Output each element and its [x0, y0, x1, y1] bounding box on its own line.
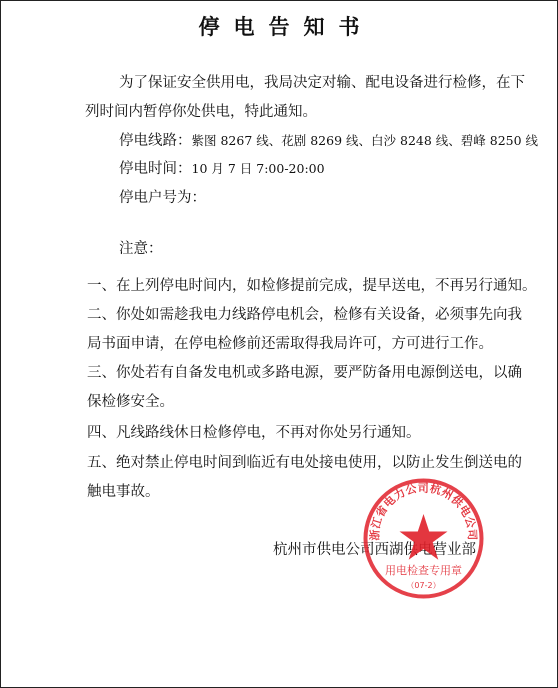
star-icon: [400, 514, 448, 560]
intro-line: 列时间内暂停你处供电，特此通知。: [85, 104, 317, 120]
outage-time-value: 10 月 7 日 7:00-20:00: [191, 161, 325, 176]
note-item-5: 五、绝对禁止停电时间到临近有电处接电使用，以防止发生倒送电的: [87, 455, 522, 471]
seal-outer-text: 浙江省电力公司杭州供电公司: [368, 481, 479, 541]
note-item-3: 三、你处若有自备发电机或多路电源，要严防备用电源倒送电，以确: [87, 365, 522, 381]
seal-inner-text: 用电检查专用章: [385, 564, 462, 577]
official-seal: [361, 476, 486, 601]
outage-lines-value: 紫图 8267 线、花剧 8269 线、白沙 8248 线、碧峰 8250 线: [191, 133, 539, 148]
outage-lines-row: [119, 131, 538, 151]
notes-heading: 注意：: [119, 241, 163, 257]
intro-line: 为了保证安全供用电，我局决定对输、配电设备进行检修，在下: [119, 75, 525, 91]
account-label: 停电户号为：: [119, 190, 206, 206]
outage-lines-label: 停电线路：: [119, 133, 192, 149]
note-item-1: 一、在上列停电时间内，如检修提前完成，提早送电，不再另行通知。: [87, 278, 537, 294]
outage-time-row: [119, 159, 325, 179]
signature: 杭州市供电公司西湖供电营业部: [273, 542, 476, 558]
note-item-2: 二、你处如需趁我电力线路停电机会，检修有关设备，必须事先向我: [87, 307, 522, 323]
seal-code: （07-2）: [406, 581, 441, 590]
outage-time-label: 停电时间：: [119, 161, 192, 177]
note-item-4: 四、凡线路线休日检修停电，不再对你处另行通知。: [87, 425, 421, 441]
note-item-2-cont: 局书面申请，在停电检修前还需取得我局许可，方可进行工作。: [87, 336, 493, 352]
note-item-5-cont: 触电事故。: [87, 484, 160, 500]
page-title: 停电告知书: [198, 14, 374, 39]
note-item-3-cont: 保检修安全。: [87, 394, 174, 410]
